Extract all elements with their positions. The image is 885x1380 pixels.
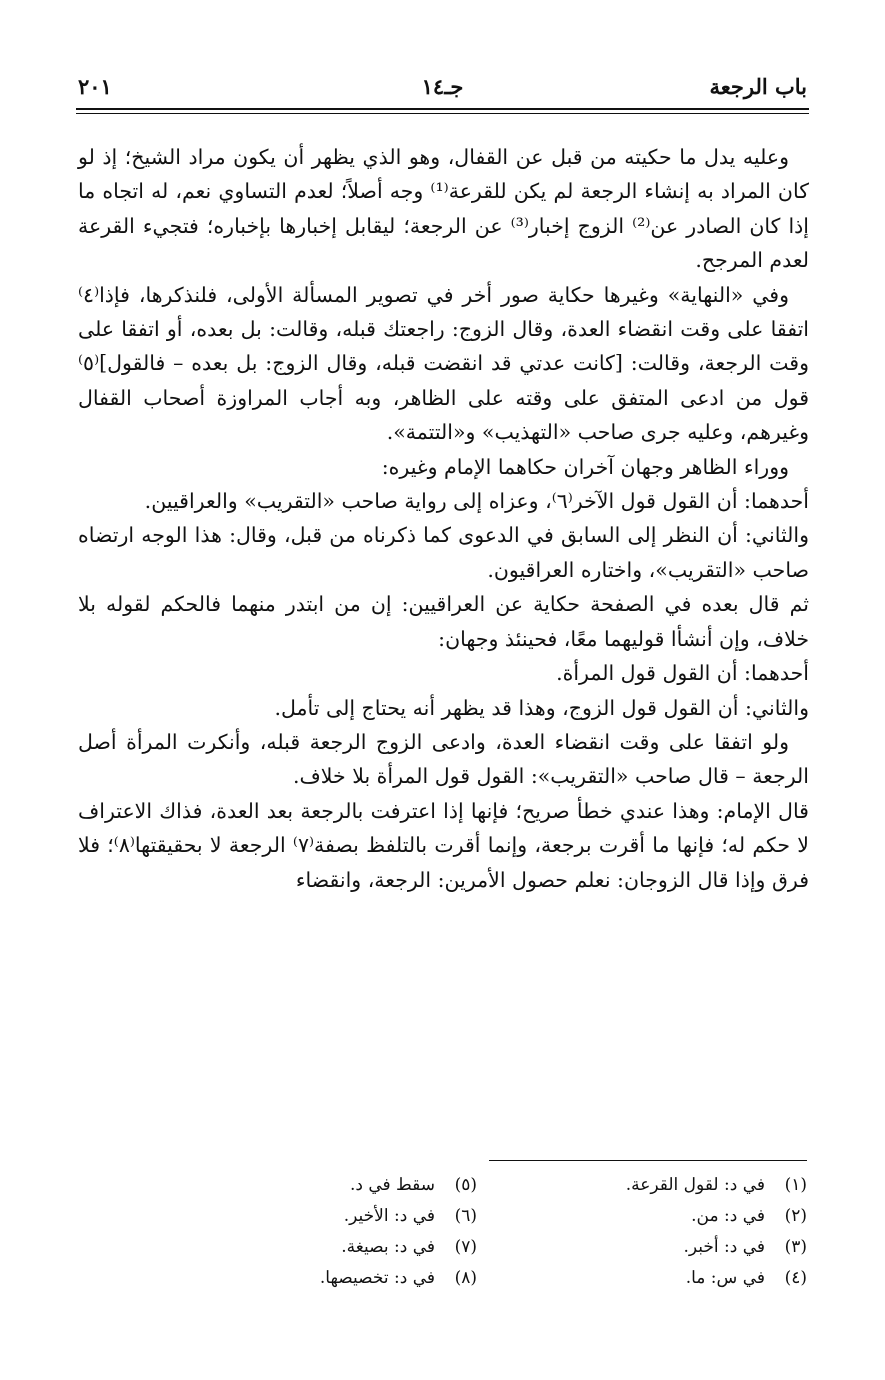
footnote: [477, 1201, 807, 1232]
footnote-text: في د: الأخير.: [343, 1206, 435, 1226]
footnote-text: سقط في د.: [349, 1175, 435, 1195]
paragraph: أحدهما: أن القول قول الآخر⁽٦⁾، وعزاه إلى رواية صاحب «التقريب» والعراقيين.: [144, 489, 809, 514]
footnote-text: في د: بصيغة.: [341, 1237, 435, 1257]
footnote-number: (١): [784, 1175, 807, 1195]
footnote-separator: [489, 1160, 807, 1161]
chapter-title: باب الرجعة: [709, 74, 807, 99]
footnote: [147, 1201, 477, 1232]
paragraph: ووراء الظاهر وجهان آخران حكاهما الإمام وغيره:: [381, 454, 789, 479]
page-number: ٢٠١: [78, 74, 112, 99]
footnote-text: في د: لقول القرعة.: [625, 1175, 765, 1195]
paragraph: ثم قال بعده في الصفحة حكاية عن العراقيين: إن من ابتدر منهما فالحكم لقوله بلا خلاف، وإن أنشأا قوليهما معًا، فحينئذ وجهان:: [78, 592, 809, 651]
header-rule-thin: [76, 113, 809, 114]
paragraph: قال الإمام: وهذا عندي خطأ صريح؛ فإنها إذا اعترفت بالرجعة بعد العدة، فذاك الاعتراف لا حكم له؛ فإنها ما أقرت برجعة، وإنما أقرت بالتلفظ بصفة⁽٧⁾ الرجعة لا بحقيقتها⁽٨⁾؛ فلا فرق وإذا قال الزوجان: نعلم حصول الأمرين: الرجعة، وانقضاء: [78, 798, 809, 892]
footnote-text: في د: تخصيصها.: [319, 1268, 435, 1288]
paragraph: ولو اتفقا على وقت انقضاء العدة، وادعى الزوج الرجعة قبله، وأنكرت المرأة أصل الرجعة – قال صاحب «التقريب»: القول قول المرأة بلا خلاف.: [78, 729, 809, 789]
footnote-number: (٢): [784, 1206, 807, 1226]
header-rule: [76, 108, 809, 110]
footnotes-column-left: [147, 1170, 477, 1294]
paragraph: والثاني: أن النظر إلى السابق في الدعوى كما ذكرناه من قبل، وقال: هذا الوجه ارتضاه صاحب «التقريب»، واختاره العراقيون.: [78, 523, 809, 582]
paragraph: وعليه يدل ما حكيته من قبل عن القفال، وهو الذي يظهر أن يكون مراد الشيخ؛ إذ لو كان المراد به إنشاء الرجعة لم يكن للقرعة⁽¹⁾ وجه أصلاً؛ لعدم التساوي نعم، له اتجاه ما إذا كان الصادر عن⁽²⁾ الزوج إخبار⁽³⁾ عن الرجعة؛ ليقابل إخبارها بإخباره؛ فتجيء القرعة لعدم المرجح.: [78, 145, 809, 273]
footnote-number: (٧): [454, 1237, 477, 1257]
footnote-number: (٨): [454, 1268, 477, 1288]
footnote: [147, 1263, 477, 1294]
footnote-number: (٤): [784, 1268, 807, 1288]
footnote: [147, 1232, 477, 1263]
footnotes-column-right: [477, 1170, 807, 1294]
footnote-text: في س: ما.: [685, 1268, 765, 1288]
footnote-text: في د: أخبر.: [683, 1237, 765, 1257]
paragraph: وفي «النهاية» وغيرها حكاية صور أخر في تصوير المسألة الأولى، فلنذكرها، فإذا⁽٤⁾ اتفقا على وقت انقضاء العدة، وقال الزوج: راجعتك قبله، وقالت: بل بعده، أو اتفقا على وقت الرجعة، وقالت: [كانت عدتي قد انقضت قبله، وقال الزوج: بل بعده – فالقول]⁽٥⁾ قول من ادعى المتفق على وقته على الظاهر، وبه أجاب المراوزة أصحاب القفال وغيرهم، وعليه جرى صاحب «التهذيب» و«التتمة».: [78, 282, 809, 445]
footnotes: [147, 1170, 807, 1294]
paragraph: أحدهما: أن القول قول المرأة.: [556, 661, 809, 686]
volume-number: جـ١٤: [421, 74, 464, 99]
footnote: [477, 1263, 807, 1294]
footnote-number: (٣): [784, 1237, 807, 1257]
footnote-number: (٦): [454, 1206, 477, 1226]
running-header: [78, 70, 807, 104]
footnote: [147, 1170, 477, 1201]
footnote: [477, 1232, 807, 1263]
footnote: [477, 1170, 807, 1201]
paragraph: والثاني: أن القول قول الزوج، وهذا قد يظهر أنه يحتاج إلى تأمل.: [274, 695, 809, 720]
footnote-number: (٥): [454, 1175, 477, 1195]
footnote-text: في د: من.: [691, 1206, 765, 1226]
main-text: [78, 140, 809, 897]
